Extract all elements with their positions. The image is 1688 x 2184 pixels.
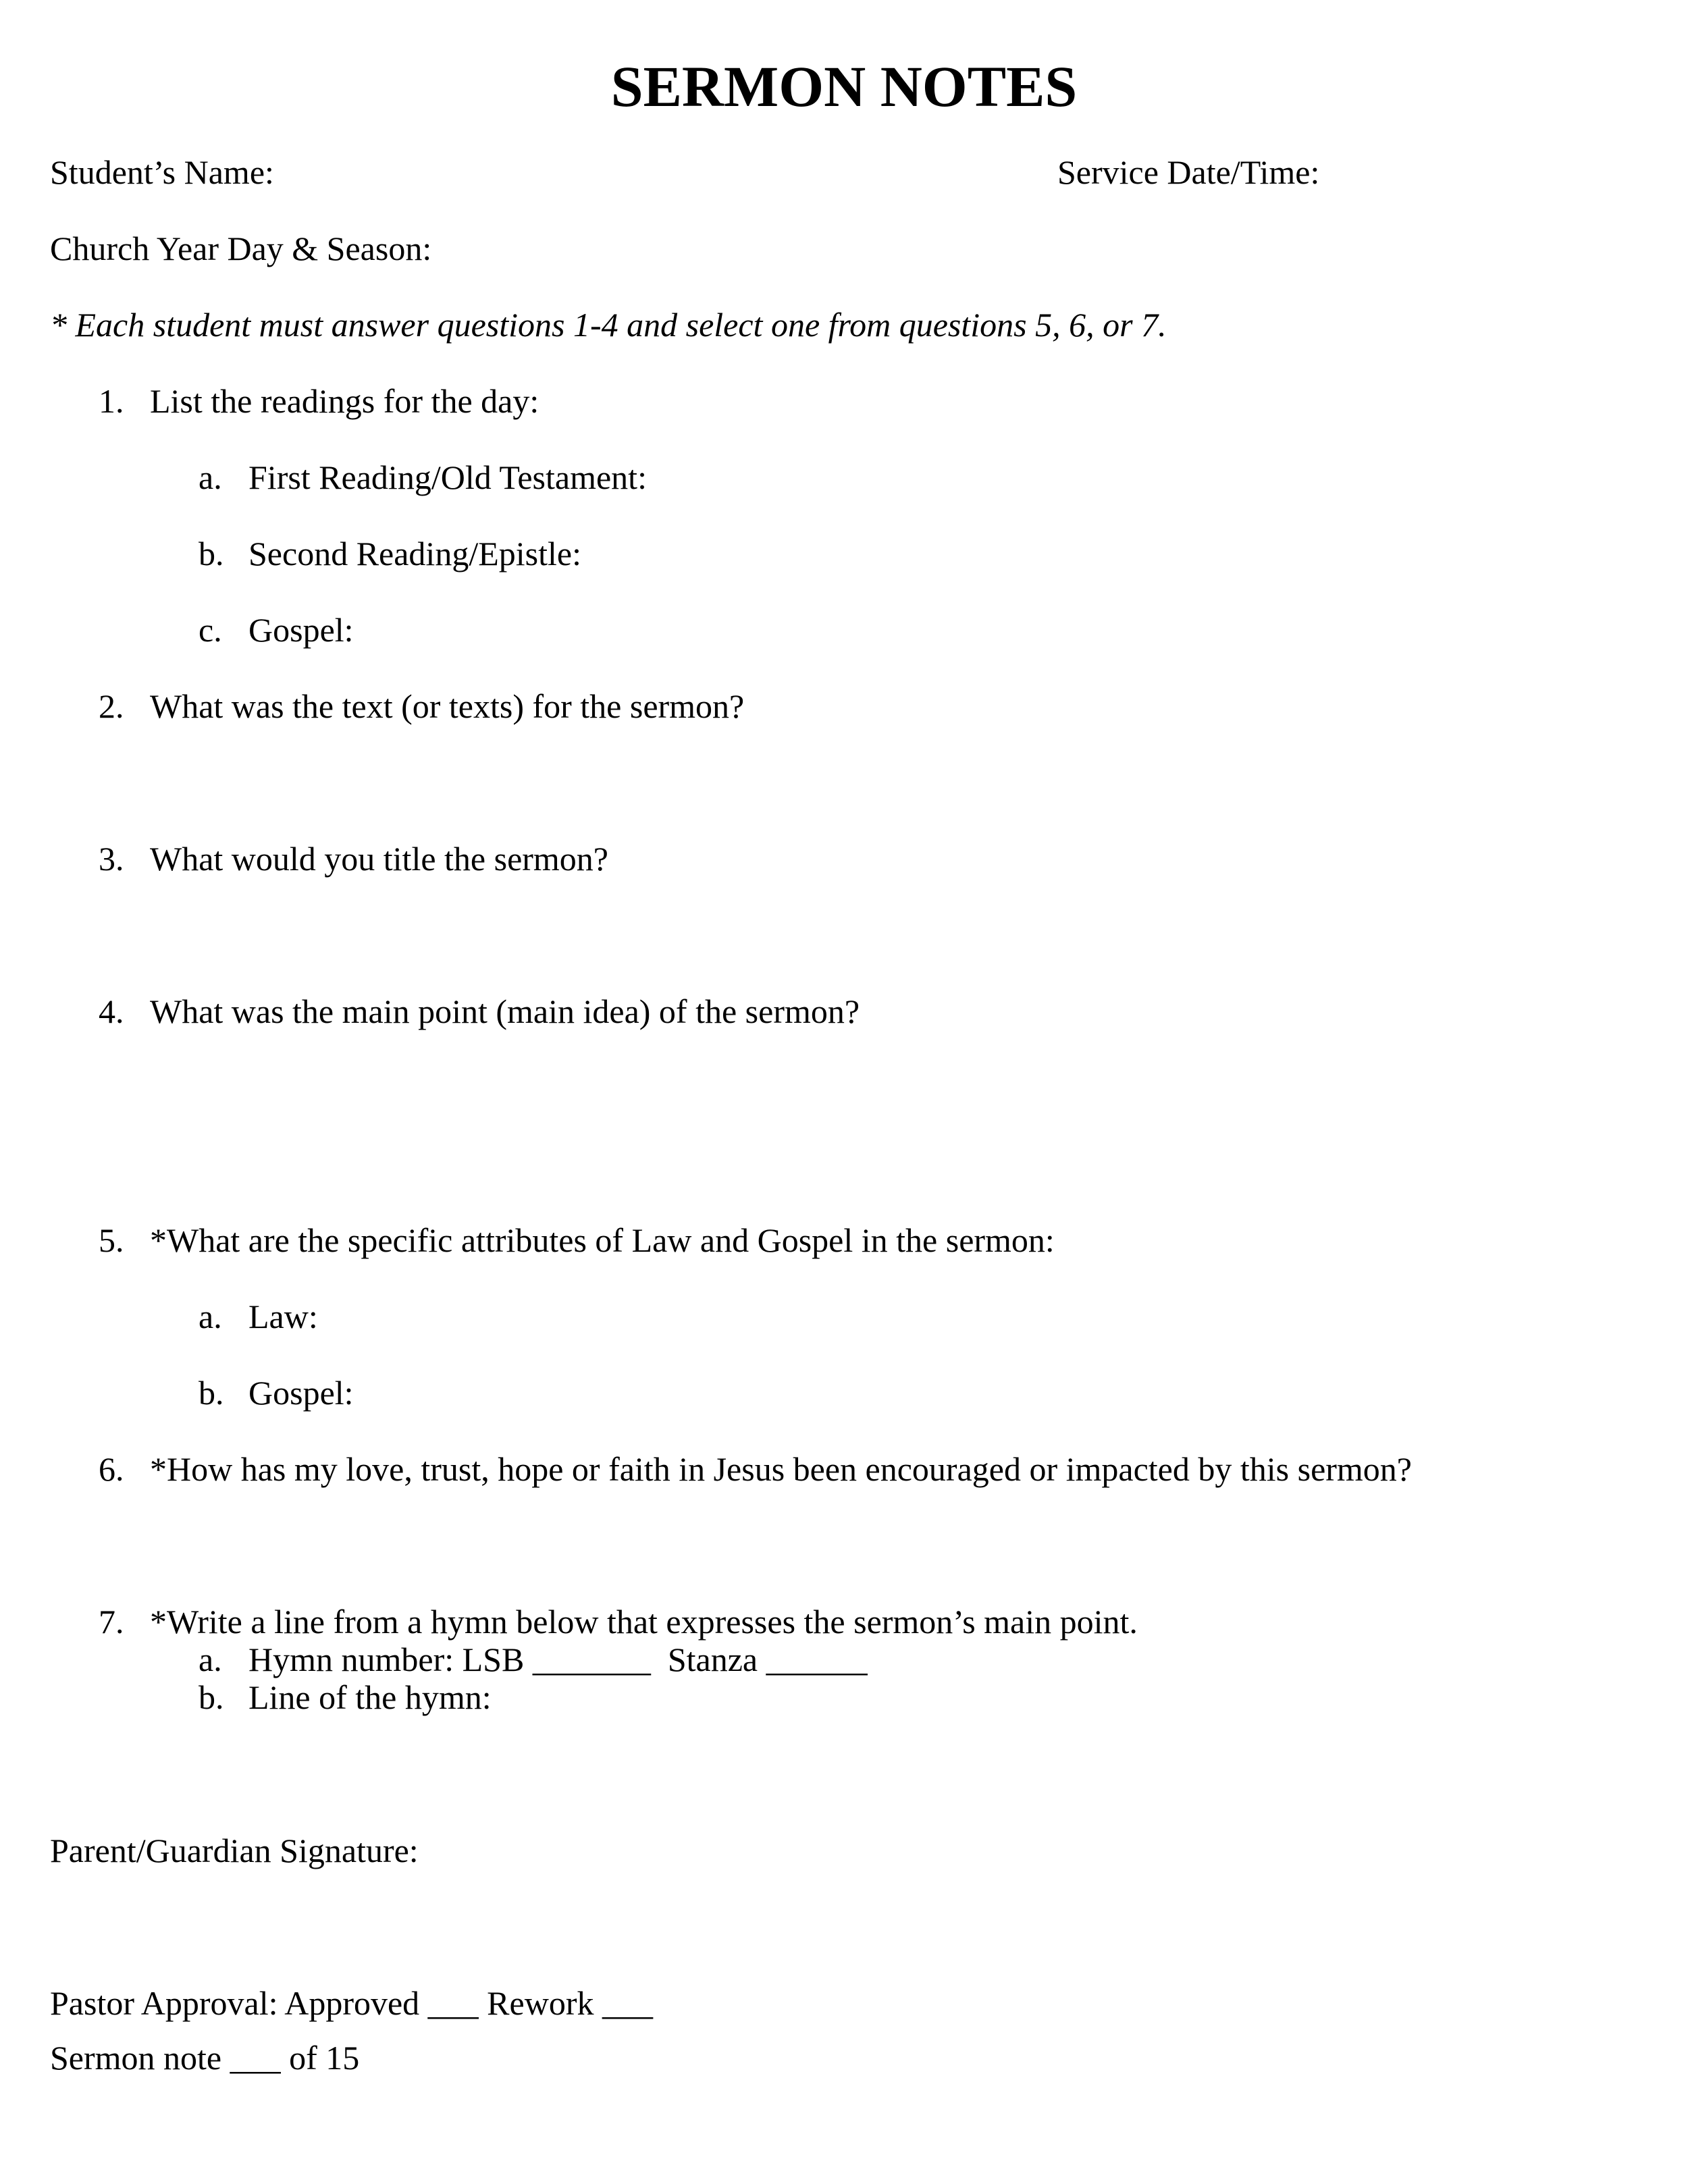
question-3-text: What would you title the sermon? (150, 840, 609, 878)
question-7a-text: Hymn number: LSB _______ Stanza ______ (248, 1641, 868, 1678)
question-7b-letter: b. (199, 1678, 224, 1716)
question-7-number: 7. (99, 1603, 124, 1641)
question-4-text: What was the main point (main idea) of the sermon? (150, 992, 860, 1030)
question-7b-text: Line of the hymn: (248, 1678, 492, 1716)
question-2-text: What was the text (or texts) for the sermon? (150, 687, 745, 725)
question-1c-text: Gospel: (248, 611, 354, 649)
question-6-text: *How has my love, trust, hope or faith in Jesus been encouraged or impacted by this sermon? (150, 1450, 1412, 1488)
sermon-note-count: Sermon note ___ of 15 (50, 2039, 360, 2077)
question-1a-text: First Reading/Old Testament: (248, 458, 647, 496)
question-5-text: *What are the specific attributes of Law and Gospel in the sermon: (150, 1221, 1055, 1259)
question-1b-text: Second Reading/Epistle: (248, 535, 581, 572)
student-name-label: Student’s Name: (50, 153, 274, 191)
question-1-number: 1. (99, 382, 124, 420)
question-6-number: 6. (99, 1450, 124, 1488)
instructions: * Each student must answer questions 1-4 and select one from questions 5, 6, or 7. (50, 306, 1167, 344)
signature-label: Parent/Guardian Signature: (50, 1832, 419, 1869)
church-year-label: Church Year Day & Season: (50, 230, 432, 267)
question-2-number: 2. (99, 687, 124, 725)
question-1b-letter: b. (199, 535, 224, 572)
page-title: SERMON NOTES (610, 54, 1078, 119)
question-5a-text: Law: (248, 1298, 318, 1335)
question-5-number: 5. (99, 1221, 124, 1259)
question-7a-letter: a. (199, 1641, 222, 1678)
question-5b-letter: b. (199, 1374, 224, 1412)
question-4-number: 4. (99, 992, 124, 1030)
question-5b-text: Gospel: (248, 1374, 354, 1412)
question-5a-letter: a. (199, 1298, 222, 1335)
question-1c-letter: c. (199, 611, 222, 649)
question-1a-letter: a. (199, 458, 222, 496)
question-3-number: 3. (99, 840, 124, 878)
service-date-label: Service Date/Time: (1057, 153, 1320, 191)
question-7-text: *Write a line from a hymn below that expresses the sermon’s main point. (150, 1603, 1138, 1641)
pastor-approval-line: Pastor Approval: Approved ___ Rework ___ (50, 1984, 653, 2022)
question-1-text: List the readings for the day: (150, 382, 539, 420)
